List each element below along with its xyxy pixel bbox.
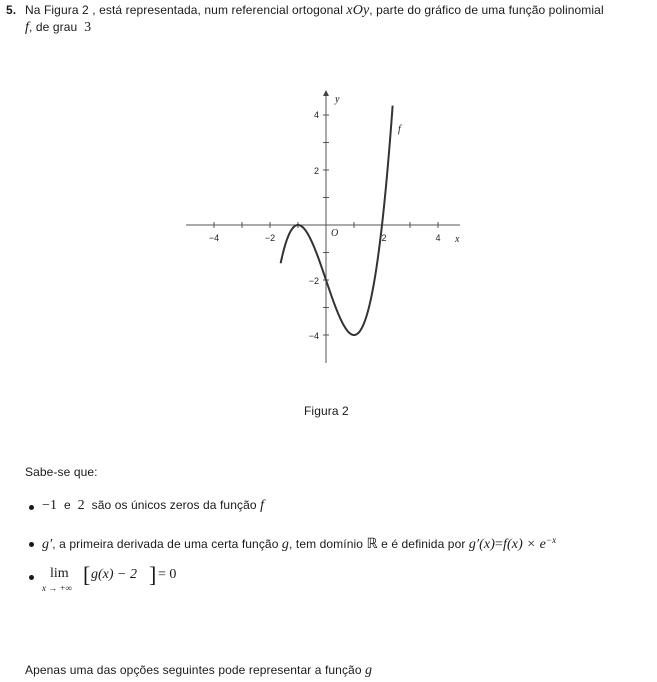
y-axis-label: y	[335, 94, 340, 105]
bullet	[29, 575, 34, 580]
fact1-func: f	[260, 498, 265, 513]
origin-label: O	[331, 228, 339, 239]
y-tick-label: 2	[313, 166, 319, 176]
degree-value: 3	[84, 20, 92, 35]
y-tick-label: 4	[313, 110, 319, 120]
x-axis-label: x	[455, 234, 460, 245]
intro-text-c: , de grau	[29, 20, 78, 34]
g-symbol: g	[281, 537, 290, 552]
closing-text: Apenas uma das opções seguintes pode representar a função	[25, 663, 362, 677]
intro-text-a: Na Figura 2 , está representada, num referencial ortogonal	[25, 3, 343, 17]
facts-intro: Sabe-se que:	[25, 465, 98, 479]
limit-subscript: x → +∞	[42, 583, 72, 593]
bracket-close: ]	[149, 562, 157, 587]
fact-3	[42, 562, 242, 602]
formula-exp: −x	[545, 535, 557, 545]
curve-label: f	[398, 124, 401, 135]
zero-b: 2	[77, 498, 85, 513]
x-tick-label: 4	[435, 233, 441, 243]
fact2-text-b: , tem domínio	[289, 537, 364, 551]
intro-text-b: , parte do gráfico de uma função polinomial	[369, 3, 604, 17]
formula-eq: =	[495, 537, 503, 552]
function-name: f	[25, 20, 29, 35]
fact-1	[42, 498, 264, 514]
bracket-open: [	[83, 562, 91, 587]
x-tick-label: −2	[264, 233, 276, 243]
limit-symbol: lim	[50, 566, 69, 581]
figure-2-graph	[180, 85, 480, 370]
limit-expression: g(x) − 2	[91, 567, 137, 582]
x-tick-label: −4	[208, 233, 220, 243]
closing-g: g	[365, 663, 373, 678]
question-number: 5.	[6, 3, 17, 17]
zero-a: −1	[42, 498, 58, 513]
fact1-and: e	[63, 498, 71, 512]
fact1-text: são os únicos zeros da função	[91, 498, 257, 512]
bullet	[29, 505, 34, 510]
gprime-symbol: g′	[42, 537, 53, 552]
x-tick-label: 2	[381, 233, 387, 243]
bullet	[29, 542, 34, 547]
y-tick-label: −2	[308, 276, 319, 286]
real-numbers-symbol: ℝ	[366, 537, 378, 552]
fact-2	[42, 535, 556, 553]
axes-name: xOy	[346, 3, 370, 18]
fact2-text-a: , a primeira derivada de uma certa função	[52, 537, 279, 551]
function-curve-f	[281, 106, 393, 335]
question-statement-line2	[25, 20, 91, 36]
closing-statement	[25, 663, 372, 679]
figure-caption: Figura 2	[304, 404, 349, 418]
y-tick-label: −4	[308, 331, 319, 341]
question-statement	[25, 3, 604, 19]
limit-result: = 0	[158, 567, 177, 582]
formula-rhs: f(x) × e	[503, 537, 546, 552]
formula-lhs: g′(x)	[468, 537, 495, 552]
fact2-text-c: e é definida por	[381, 537, 466, 551]
